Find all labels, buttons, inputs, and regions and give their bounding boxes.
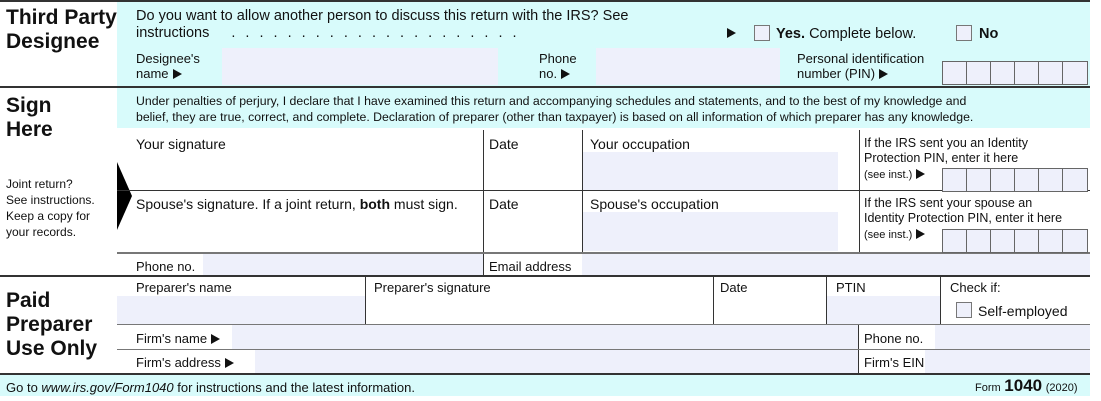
form-id: Form 1040 (2020) bbox=[975, 376, 1078, 395]
divider bbox=[859, 130, 860, 252]
sign-arrow-icon bbox=[117, 162, 132, 230]
email-label: Email address bbox=[489, 259, 572, 274]
designee-pin-input[interactable] bbox=[942, 61, 1088, 85]
email-input[interactable] bbox=[582, 254, 1090, 275]
designee-pin-label: Personal identification number (PIN) bbox=[797, 51, 925, 81]
divider bbox=[940, 277, 941, 324]
no-label: No bbox=[979, 26, 999, 42]
paid-preparer-title: Paid Preparer Use Only bbox=[6, 289, 98, 360]
your-date-label: Date bbox=[489, 136, 519, 152]
preparer-name-input[interactable] bbox=[117, 296, 365, 324]
irs-link[interactable]: www.irs.gov/Form1040 bbox=[41, 380, 174, 395]
your-signature-field[interactable] bbox=[132, 152, 482, 189]
designee-phone-label: Phone no. bbox=[539, 51, 577, 81]
firm-phone-label: Phone no. bbox=[864, 331, 924, 346]
third-party-title: Third Party Designee bbox=[6, 6, 117, 53]
spouse-ip-pin-input[interactable] bbox=[942, 229, 1088, 253]
designee-phone-input[interactable] bbox=[596, 48, 780, 85]
ip-pin-label: If the IRS sent you an Identity Protection PIN, enter it here (see inst.) bbox=[864, 136, 1028, 181]
spouse-occupation-input[interactable] bbox=[583, 212, 838, 251]
firm-name-input[interactable] bbox=[232, 325, 858, 349]
phone-input[interactable] bbox=[203, 254, 483, 275]
no-checkbox[interactable] bbox=[956, 25, 972, 41]
designee-name-input[interactable] bbox=[222, 48, 498, 85]
self-employed-checkbox[interactable] bbox=[956, 302, 972, 318]
top-rule bbox=[0, 0, 1090, 2]
ptin-label: PTIN bbox=[836, 280, 866, 295]
your-date-field[interactable] bbox=[484, 152, 581, 189]
spouse-date-label: Date bbox=[489, 196, 519, 212]
firm-address-input[interactable] bbox=[255, 350, 858, 374]
spouse-ip-pin-label: If the IRS sent your spouse an Identity Protection PIN, enter it here (see inst.) bbox=[864, 196, 1063, 241]
preparer-name-label: Preparer's name bbox=[136, 280, 232, 295]
sign-here-title: Sign Here bbox=[6, 94, 53, 141]
check-if-label: Check if: bbox=[950, 280, 1001, 295]
yes-label: Yes. Complete below. bbox=[776, 26, 917, 42]
yes-checkbox[interactable] bbox=[754, 25, 770, 41]
firm-name-label: Firm's name bbox=[136, 331, 220, 346]
designee-name-label: Designee's name bbox=[136, 51, 200, 81]
firm-ein-input[interactable] bbox=[925, 350, 1090, 374]
designee-question: Do you want to allow another person to discuss this return with the IRS? See instructions . . . . . . . . . . . . . . . . . . . . . bbox=[136, 8, 629, 41]
preparer-date-field[interactable] bbox=[714, 296, 825, 324]
your-occupation-input[interactable] bbox=[583, 152, 838, 190]
joint-return-note: Joint return? See instructions. Keep a copy for your records. bbox=[6, 177, 95, 239]
firm-phone-input[interactable] bbox=[935, 325, 1090, 349]
section-rule bbox=[0, 86, 1090, 88]
spouse-date-field[interactable] bbox=[484, 212, 581, 250]
preparer-signature-field[interactable] bbox=[366, 296, 712, 324]
spouse-signature-label: Spouse's signature. If a joint return, both must sign. bbox=[136, 196, 458, 212]
spouse-occupation-label: Spouse's occupation bbox=[590, 196, 719, 212]
preparer-date-label: Date bbox=[720, 280, 748, 295]
perjury-declaration: Under penalties of perjury, I declare that I have examined this return and accompanying schedules and statements, and to the best of my knowledge and belief, they are true, correct, and complete. Declaration of preparer (other than taxpayer) is based on all information of which preparer has any knowledge. bbox=[136, 94, 974, 124]
firm-address-label: Firm's address bbox=[136, 355, 234, 370]
phone-label: Phone no. bbox=[136, 259, 196, 274]
preparer-signature-label: Preparer's signature bbox=[374, 280, 491, 295]
firm-ein-label: Firm's EIN bbox=[864, 355, 937, 370]
section-rule bbox=[0, 373, 1090, 375]
ptin-input[interactable] bbox=[827, 296, 940, 324]
section-rule bbox=[0, 275, 1090, 277]
ip-pin-input[interactable] bbox=[942, 168, 1088, 192]
self-employed-label: Self-employed bbox=[978, 303, 1068, 319]
your-signature-label: Your signature bbox=[136, 136, 226, 152]
your-occupation-label: Your occupation bbox=[590, 136, 690, 152]
spouse-signature-field[interactable] bbox=[132, 212, 482, 250]
footer-instructions: Go to www.irs.gov/Form1040 for instructions and the latest information. bbox=[6, 380, 415, 395]
arrow-icon bbox=[727, 28, 736, 38]
